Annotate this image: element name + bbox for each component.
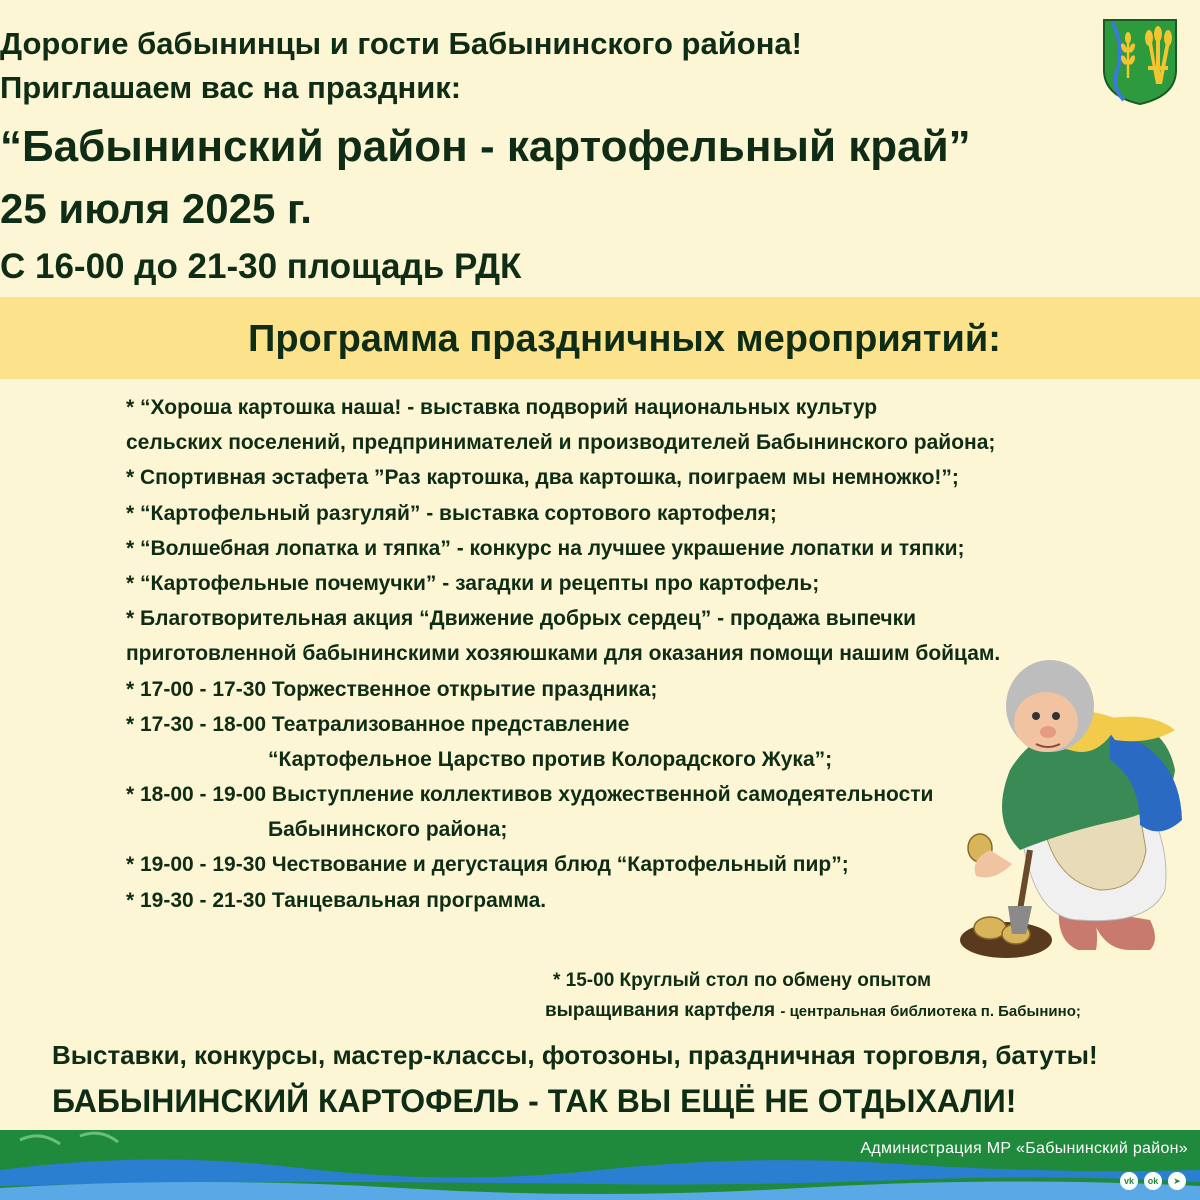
round-table-place: - центральная библиотека п. Бабынино;	[780, 1003, 1081, 1020]
round-table-note	[545, 966, 1185, 1027]
telegram-icon[interactable]: ➤	[1168, 1172, 1186, 1190]
program-line: приготовленной бабынинскими хозяюшками для оказания помощи нашим бойцам.	[126, 642, 1001, 666]
program-line: * “Картофельные почемучки” - загадки и рецепты про картофель;	[126, 571, 820, 595]
program-list	[126, 390, 1086, 918]
program-line: Бабынинского района;	[268, 818, 508, 842]
program-line: * 18-00 - 19-00 Выступление коллективов художественной самодеятельности	[126, 783, 934, 807]
footer-organization: Администрация МР «Бабынинский район»	[860, 1140, 1188, 1157]
festival-date: 25 июля 2025 г.	[0, 185, 312, 232]
program-line: * “Хороша картошка наша! - выставка подворий национальных культур	[126, 396, 878, 419]
festival-name: “Бабынинский район - картофельный край”	[0, 122, 971, 171]
round-table-topic: выращивания картфеля	[545, 1000, 781, 1021]
vk-icon[interactable]: vk	[1120, 1172, 1138, 1190]
social-links	[1120, 1172, 1186, 1190]
main-slogan: БАБЫНИНСКИЙ КАРТОФЕЛЬ - ТАК ВЫ ЕЩЁ НЕ ОТДЫХАЛИ!	[52, 1083, 1017, 1119]
program-title: Программа праздничных мероприятий:	[248, 318, 1001, 360]
program-line: * 17-00 - 17-30 Торжественное открытие праздника;	[126, 677, 658, 701]
program-line: “Картофельное Царство против Колорадского Жука”;	[268, 747, 833, 771]
footer	[0, 1130, 1200, 1200]
grandmother-with-potatoes-illustration	[950, 650, 1190, 970]
round-table-line-2	[545, 996, 1185, 1027]
program-line: * “Волшебная лопатка и тяпка” - конкурс на лучшее украшение лопатки и тяпки;	[126, 536, 965, 560]
program-line: * 19-30 - 21-30 Танцевальная программа.	[126, 888, 547, 912]
ok-icon[interactable]: ok	[1144, 1172, 1162, 1190]
greeting-text: Дорогие бабынинцы и гости Бабынинского района!	[0, 26, 802, 61]
program-line: * 17-30 - 18-00 Театрализованное представление	[126, 712, 630, 736]
activities-slogan: Выставки, конкурсы, мастер-классы, фотозоны, праздничная торговля, батуты!	[52, 1040, 1098, 1070]
coat-of-arms-icon	[1102, 18, 1178, 106]
invite-text: Приглашаем вас на праздник:	[0, 70, 462, 105]
program-line: * 19-00 - 19-30 Чествование и дегустация блюд “Картофельный пир”;	[126, 853, 849, 877]
program-line: * Благотворительная акция “Движение добрых сердец” - продажа выпечки	[126, 607, 916, 631]
program-line: * Спортивная эстафета ”Раз картошка, два картошка, поиграем мы немножко!”;	[126, 466, 959, 490]
round-table-line-1: * 15-00 Круглый стол по обмену опытом	[553, 970, 932, 991]
program-line: * “Картофельный разгуляй” - выставка сортового картофеля;	[126, 501, 777, 525]
program-line: сельских поселений, предпринимателей и производителей Бабынинского района;	[126, 431, 996, 455]
festival-time-place: С 16-00 до 21-30 площадь РДК	[0, 247, 522, 286]
